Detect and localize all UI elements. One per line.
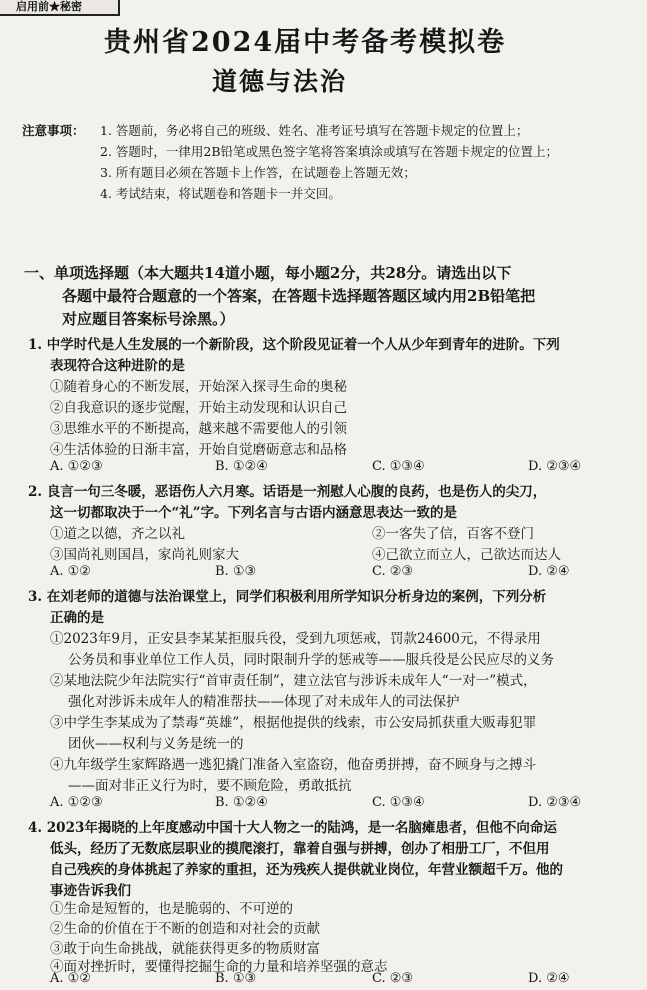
exam-title: 贵州省2024届中考备考模拟卷: [104, 27, 507, 58]
question-3-option: 强化对涉诉未成年人的精准帮扶——体现了对未成年人的司法保护: [68, 694, 460, 710]
question-3-option: 团伙——权利与义务是统一的: [68, 736, 244, 752]
question-2-option: ②一客失了信，百客不登门: [372, 526, 534, 542]
question-2-option: ③国尚礼则国昌，家尚礼则家大: [50, 547, 239, 563]
question-1-option: ③思维水平的不断提高，越来越不需要他人的引领: [50, 421, 347, 437]
question-4-option: ②生命的价值在于不断的创造和对社会的贡献: [50, 921, 320, 937]
notice-item: 2. 答题时，一律用2B铅笔或黑色签字笔将答案填涂或填写在答题卡规定的位置上；: [100, 144, 559, 159]
confidential-stamp: 启用前★秘密: [0, 0, 120, 16]
question-3-option: ①2023年9月，正安县李某某拒服兵役，受到九项惩戒，罚款24600元，不得录用: [50, 631, 541, 647]
notice-block: [22, 120, 632, 204]
question-3-answer-d: D. ②③④: [528, 795, 582, 810]
question-3-option: 公务员和事业单位工作人员，同时限制升学的惩戒等——服兵役是公民应尽的义务: [68, 652, 554, 668]
question-1-option: ①随着身心的不断发展，开始深入探寻生命的奥秘: [50, 379, 347, 395]
question-3-option: ③中学生李某成为了禁毒“英雄”，根据他提供的线索，市公安局抓获重大贩毒犯罪: [50, 715, 537, 731]
question-4-answer-a: A. ①②: [50, 971, 91, 986]
question-3-stem: 正确的是: [50, 610, 104, 626]
question-2-answer-c: C. ②③: [372, 564, 414, 579]
question-4-stem: 事迹告诉我们: [50, 883, 131, 899]
section-instruction: 对应题目答案标号涂黑。）: [62, 310, 235, 328]
question-4-option: ①生命是短暂的，也是脆弱的、不可逆的: [50, 901, 293, 917]
question-4-answer-c: C. ②③: [372, 971, 414, 986]
question-1-option: ②自我意识的逐步觉醒，开始主动发现和认识自己: [50, 400, 347, 416]
question-2-answer-b: B. ①③: [215, 564, 257, 579]
question-1-answer-d: D. ②③④: [528, 459, 582, 474]
question-1-option: ④生活体验的日渐丰富，开始自觉磨砺意志和品格: [50, 442, 347, 458]
notice-item: 1. 答题前，务必将自己的班级、姓名、准考证号填写在答题卡规定的位置上；: [100, 123, 529, 138]
notice-item: 3. 所有题目必须在答题卡上作答，在试题卷上答题无效；: [100, 165, 416, 180]
question-1-stem: 表现符合这种进阶的是: [50, 358, 185, 374]
question-3-stem: 3. 在刘老师的道德与法治课堂上，同学们积极利用所学知识分析身边的案例，下列分析: [28, 589, 547, 605]
question-2-option: ①道之以德，齐之以礼: [50, 526, 185, 542]
question-3-answer-c: C. ①③④: [372, 795, 425, 810]
question-2-option: ④己欲立而立人，己欲达而达人: [372, 547, 561, 563]
subject-title: 道德与法治: [212, 67, 348, 96]
notice-item: 4. 考试结束，将试题卷和答题卡一并交回。: [100, 186, 341, 201]
question-3-option: ④九年级学生家辉路遇一逃犯撬门准备入室盗窃，他奋勇拼搏，奋不顾身与之搏斗: [50, 757, 536, 773]
question-2-stem: 这一切都取决于一个“礼”字。下列名言与古语内涵意思表达一致的是: [50, 505, 458, 521]
question-3-answer-b: B. ①②④: [215, 795, 268, 810]
question-2-answer-a: A. ①②: [50, 564, 91, 579]
question-1-stem: 1. 中学时代是人生发展的一个新阶段，这个阶段见证着一个人从少年到青年的进阶。下列: [28, 337, 560, 353]
question-2-stem: 2. 良言一句三冬暖，恶语伤人六月寒。话语是一剂慰人心腹的良药，也是伤人的尖刀，: [28, 484, 547, 500]
question-4-stem: 低头，经历了无数底层职业的摸爬滚打，靠着自强与拼搏，创办了相册工厂，不但用: [50, 841, 550, 857]
question-3-answer-a: A. ①②③: [50, 795, 103, 810]
question-4-stem: 4. 2023年揭晓的上年度感动中国十大人物之一的陆鸿，是一名脑瘫患者，但他不向命运: [28, 820, 557, 836]
question-4-stem: 自己残疾的身体挑起了养家的重担，还为残疾人提供就业岗位，年营业额超千万。他的: [50, 862, 563, 878]
section-heading: 一、单项选择题（本大题共14道小题，每小题2分，共28分。请选出以下: [24, 264, 512, 282]
question-4-option: ④面对挫折时，要懂得挖掘生命的力量和培养坚强的意志: [50, 959, 388, 975]
question-1-answer-c: C. ①③④: [372, 459, 425, 474]
question-1-answer-b: B. ①②④: [215, 459, 268, 474]
question-3-option: ——面对非正义行为时，要不顾危险，勇敢抵抗: [68, 778, 352, 794]
question-4-option: ③敢于向生命挑战，就能获得更多的物质财富: [50, 941, 320, 957]
question-4-answer-b: B. ①③: [215, 971, 257, 986]
section-instruction: 各题中最符合题意的一个答案，在答题卡选择题答题区域内用2B铅笔把: [62, 287, 536, 305]
notice-label: 注意事项：: [22, 123, 85, 138]
question-3-option: ②某地法院少年法院实行“首审责任制”，建立法官与涉诉未成年人“一对一”模式，: [50, 673, 537, 689]
question-1-answer-a: A. ①②③: [50, 459, 103, 474]
question-2-answer-d: D. ②④: [528, 564, 570, 579]
question-4-answer-d: D. ②④: [528, 971, 570, 986]
